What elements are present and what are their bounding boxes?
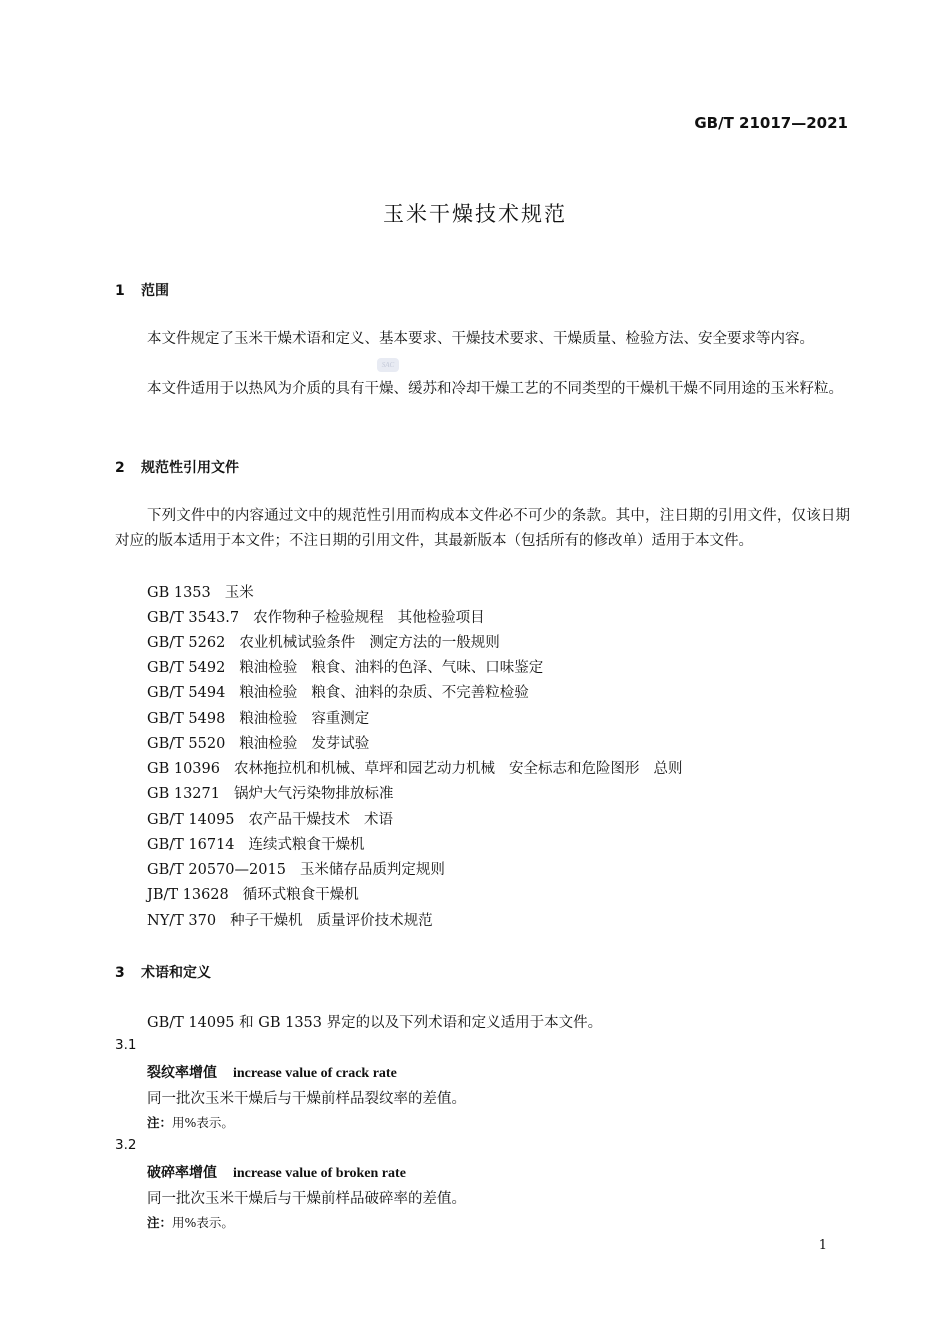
reference-title: 农业机械试验条件: [239, 635, 356, 651]
reference-code: GB/T 5498: [147, 711, 226, 727]
reference-code: GB 10396: [147, 761, 220, 777]
reference-title: 种子干燥机: [230, 913, 303, 929]
standard-code: GB/T 21017—2021: [694, 114, 848, 132]
terms-intro: GB/T 14095 和 GB 1353 界定的以及下列术语和定义适用于本文件。: [147, 1015, 603, 1031]
section-number: 3: [115, 965, 125, 981]
document-title: 玉米干燥技术规范: [383, 202, 567, 226]
term-note: [147, 1113, 234, 1131]
section-title: 范围: [141, 283, 169, 299]
reference-title: 玉米: [224, 585, 254, 601]
section-2-heading: [115, 457, 239, 477]
reference-extra: 总则: [653, 761, 683, 777]
reference-item: [147, 606, 485, 627]
section-title: 规范性引用文件: [141, 460, 239, 476]
reference-item: [147, 581, 254, 602]
term-definition: 同一批次玉米干燥后与干燥前样品破碎率的差值。: [147, 1191, 466, 1207]
term-english: increase value of broken rate: [233, 1166, 406, 1181]
reference-title: 农林拖拉机和机械、草坪和园艺动力机械: [233, 761, 495, 777]
reference-item: [147, 858, 445, 879]
note-label: 注：: [147, 1215, 173, 1230]
reference-subtitle: 安全标志和危险图形: [508, 761, 640, 777]
term-number: 3.1: [115, 1037, 137, 1053]
reference-subtitle: 粮食、油料的色泽、气味、口味鉴定: [311, 660, 544, 676]
reference-code: GB/T 16714: [147, 837, 235, 853]
note-label: 注：: [147, 1115, 173, 1130]
reference-code: GB/T 3543.7: [147, 610, 240, 626]
term-chinese: 裂纹率增值: [147, 1065, 217, 1081]
reference-code: GB 1353: [147, 585, 211, 601]
reference-subtitle: 其他检验项目: [397, 610, 485, 626]
term-chinese: 破碎率增值: [147, 1165, 217, 1181]
reference-code: NY/T 370: [147, 913, 217, 929]
reference-subtitle: 发芽试验: [311, 736, 370, 752]
reference-subtitle: 术语: [364, 812, 394, 828]
reference-subtitle: 测定方法的一般规则: [369, 635, 500, 651]
reference-item: [147, 883, 359, 904]
reference-item: [147, 681, 529, 702]
reference-code: JB/T 13628: [147, 887, 229, 903]
section-title: 术语和定义: [141, 965, 211, 981]
scope-paragraph-2: 本文件适用于以热风为介质的具有干燥、缓苏和冷却干燥工艺的不同类型的干燥机干燥不同用途的玉米籽粒。: [147, 381, 843, 397]
reference-title: 玉米储存品质判定规则: [299, 862, 445, 878]
reference-code: GB/T 5262: [147, 635, 226, 651]
scope-paragraph-1: 本文件规定了玉米干燥术语和定义、基本要求、干燥技术要求、干燥质量、检验方法、安全要求等内容。: [147, 331, 814, 347]
reference-code: GB 13271: [147, 786, 220, 802]
term-heading: [147, 1062, 397, 1082]
reference-subtitle: 质量评价技术规范: [316, 913, 433, 929]
reference-title: 粮油检验: [239, 685, 298, 701]
reference-item: [147, 782, 393, 803]
reference-code: GB/T 5494: [147, 685, 226, 701]
note-text: 用%表示。: [172, 1215, 234, 1230]
page-number: 1: [818, 1238, 827, 1253]
section-number: 2: [115, 460, 125, 476]
section-number: 1: [115, 283, 125, 299]
term-definition: 同一批次玉米干燥后与干燥前样品裂纹率的差值。: [147, 1091, 466, 1107]
reference-code: GB/T 14095: [147, 812, 235, 828]
sac-watermark: SAC: [377, 358, 399, 372]
reference-code: GB/T 20570—2015: [147, 862, 286, 878]
reference-title: 连续式粮食干燥机: [248, 837, 365, 853]
reference-title: 粮油检验: [239, 711, 298, 727]
reference-item: [147, 833, 365, 854]
reference-title: 粮油检验: [239, 660, 298, 676]
reference-title: 粮油检验: [239, 736, 298, 752]
reference-code: GB/T 5492: [147, 660, 226, 676]
reference-title: 农作物种子检验规程: [253, 610, 384, 626]
reference-item: [147, 909, 433, 930]
note-text: 用%表示。: [172, 1115, 234, 1130]
reference-subtitle: 容重测定: [311, 711, 370, 727]
reference-item: [147, 631, 500, 652]
reference-code: GB/T 5520: [147, 736, 226, 752]
reference-item: [147, 732, 369, 753]
section-1-heading: [115, 280, 169, 300]
reference-subtitle: 粮食、油料的杂质、不完善粒检验: [311, 685, 529, 701]
term-heading: [147, 1162, 406, 1182]
term-number: 3.2: [115, 1137, 137, 1153]
reference-title: 锅炉大气污染物排放标准: [233, 786, 394, 802]
reference-title: 农产品干燥技术: [248, 812, 351, 828]
reference-item: [147, 757, 682, 778]
section-3-heading: [115, 962, 211, 982]
reference-item: [147, 656, 543, 677]
reference-title: 循环式粮食干燥机: [242, 887, 359, 903]
term-note: [147, 1213, 234, 1231]
term-english: increase value of crack rate: [233, 1066, 397, 1081]
reference-item: [147, 808, 393, 829]
reference-item: [147, 707, 369, 728]
references-intro: 下列文件中的内容通过文中的规范性引用而构成本文件必不可少的条款。其中，注日期的引用文件，仅该日期对应的版本适用于本文件；不注日期的引用文件，其最新版本（包括所有的修改单）适用于本文件。: [115, 508, 850, 550]
